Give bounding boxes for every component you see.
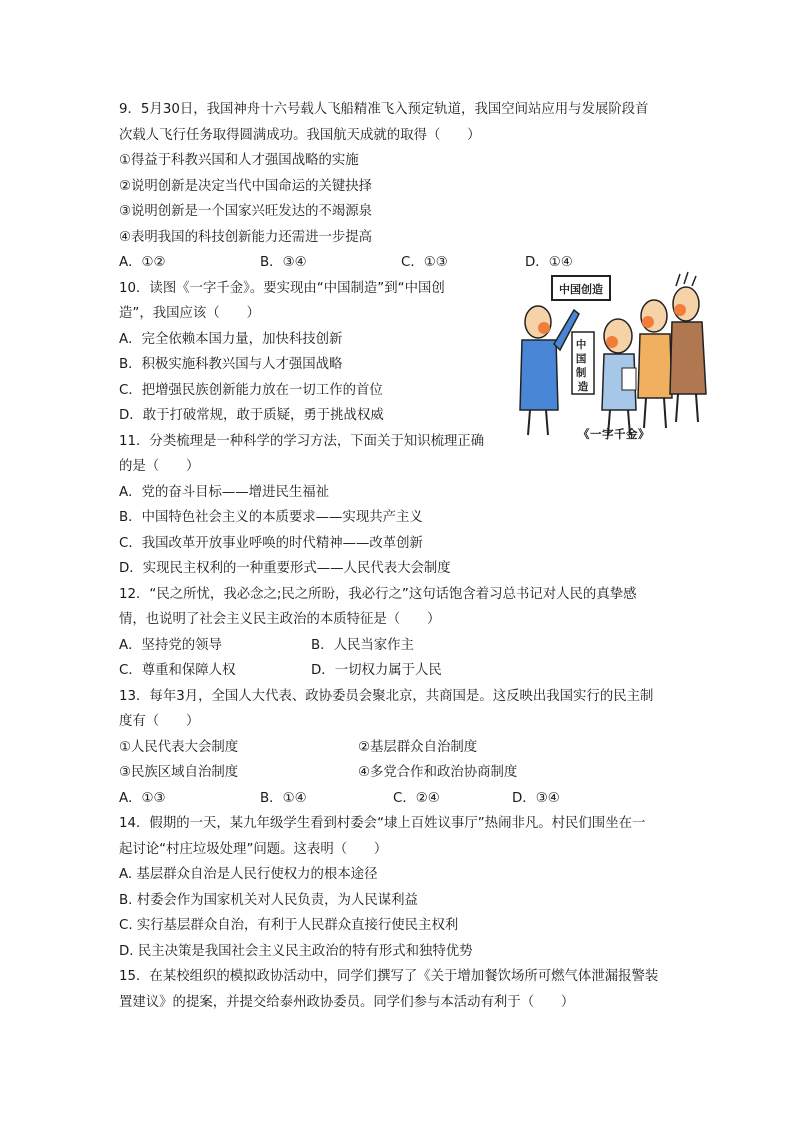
q12-option-a: A．坚持党的领导: [119, 638, 222, 653]
q10-option-c: C．把增强民族创新能力放在一切工作的首位: [119, 383, 383, 398]
q13-item-3: ③民族区域自治制度: [119, 765, 239, 780]
q9-item-1: ①得益于科教兴国和人才强国战略的实施: [119, 153, 359, 168]
q14-option-b: B. 村委会作为国家机关对人民负责，为人民谋利益: [119, 893, 418, 908]
q13-item-4: ④多党合作和政治协商制度: [358, 765, 518, 780]
figure2-head: [604, 319, 632, 353]
q11-option-b: B．中国特色社会主义的本质要求——实现共产主义: [119, 510, 423, 525]
q13-item-1: ①人民代表大会制度: [119, 740, 239, 755]
q10-stem-line1: 10．读图《一字千金》。要实现由“中国制造”到“中国创: [119, 281, 445, 296]
q11-stem-line2: 的是（ ）: [119, 459, 200, 474]
q15-stem-line2: 置建议》的提案，并提交给泰州政协委员。同学们参与本活动有利于（ ）: [119, 995, 575, 1010]
figure2-cheek: [606, 336, 618, 348]
figure4-hair: [676, 272, 696, 286]
figure1-cheek: [538, 322, 550, 334]
q13-stem-line1: 13．每年3月，全国人大代表、政协委员会聚北京，共商国是。这反映出我国实行的民主制: [119, 689, 654, 704]
q12-stem-line1: 12．“民之所忧，我必念之;民之所盼，我必行之”这句话饱含着习总书记对人民的真挚感: [119, 587, 637, 602]
figure3-body: [638, 334, 672, 398]
figure4-legs: [676, 394, 698, 422]
q9-option-a: A．①②: [119, 255, 166, 270]
q14-stem-line2: 起讨论“村庄垃圾处理”问题。这表明（ ）: [119, 842, 388, 857]
figure4-cheek: [674, 304, 686, 316]
cartoon-illustration: [516, 270, 710, 448]
q12-option-d: D．一切权力属于人民: [311, 663, 442, 678]
sign-vertical-label: 中 国 制 造: [575, 339, 589, 393]
q14-option-d: D. 民主决策是我国社会主义民主政治的特有形式和独特优势: [119, 944, 473, 959]
q13-option-b: B．①④: [260, 791, 307, 806]
q13-option-c: C．②④: [393, 791, 440, 806]
q13-option-d: D．③④: [512, 791, 560, 806]
q12-stem-line2: 情，也说明了社会主义民主政治的本质特征是（ ）: [119, 612, 441, 627]
q13-option-a: A．①③: [119, 791, 166, 806]
q11-stem-line1: 11．分类梳理是一种科学的学习方法，下面关于知识梳理正确: [119, 434, 485, 449]
q9-stem-line1: 9．5月30日，我国神舟十六号载人飞船精准飞入预定轨道，我国空间站应用与发展阶段首: [119, 102, 649, 117]
figure3-head: [641, 300, 667, 332]
q9-stem-line2: 次载人飞行任务取得圆满成功。我国航天成就的取得（ ）: [119, 128, 481, 143]
q11-option-c: C．我国改革开放事业呼唤的时代精神——改革创新: [119, 536, 423, 551]
q9-item-4: ④表明我国的科技创新能力还需进一步提高: [119, 230, 373, 245]
figure3-cheek: [642, 316, 654, 328]
q10-stem-line2: 造”，我国应该（ ）: [119, 306, 260, 321]
q9-option-b: B．③④: [260, 255, 307, 270]
cartoon-caption: 《一字千金》: [578, 427, 650, 441]
figure1-body: [520, 340, 558, 410]
q12-option-c: C．尊重和保障人权: [119, 663, 236, 678]
q12-option-b: B．人民当家作主: [311, 638, 414, 653]
q9-item-3: ③说明创新是一个国家兴旺发达的不竭源泉: [119, 204, 373, 219]
q11-option-a: A．党的奋斗目标——增进民生福祉: [119, 485, 330, 500]
q9-item-2: ②说明创新是决定当代中国命运的关键抉择: [119, 179, 373, 194]
q10-option-b: B．积极实施科教兴国与人才强国战略: [119, 357, 343, 372]
figure4-head: [673, 287, 699, 321]
q15-stem-line1: 15．在某校组织的模拟政协活动中，同学们撰写了《关于增加餐饮场所可燃气体泄漏报警装: [119, 969, 659, 984]
q14-stem-line1: 14．假期的一天，某九年级学生看到村委会“埭上百姓议事厅”热闹非凡。村民们围坐在一: [119, 816, 646, 831]
q13-item-2: ②基层群众自治制度: [358, 740, 478, 755]
figure2-paper: [622, 368, 636, 390]
q11-option-d: D．实现民主权利的一种重要形式——人民代表大会制度: [119, 561, 451, 576]
q9-option-d: D．①④: [525, 255, 573, 270]
sign-top-label: 中国创造: [559, 283, 603, 296]
q10-option-d: D．敢于打破常规，敢于质疑，勇于挑战权威: [119, 408, 384, 423]
q14-option-c: C. 实行基层群众自治，有利于人民群众直接行使民主权利: [119, 918, 459, 933]
figure1-head: [525, 306, 551, 338]
figure4-body: [670, 322, 706, 394]
q9-option-c: C．①③: [401, 255, 448, 270]
q13-stem-line2: 度有（ ）: [119, 714, 200, 729]
figure3-legs: [644, 398, 666, 428]
figure1-legs: [528, 410, 548, 435]
q10-option-a: A．完全依赖本国力量，加快科技创新: [119, 332, 343, 347]
q14-option-a: A. 基层群众自治是人民行使权力的根本途径: [119, 867, 378, 882]
